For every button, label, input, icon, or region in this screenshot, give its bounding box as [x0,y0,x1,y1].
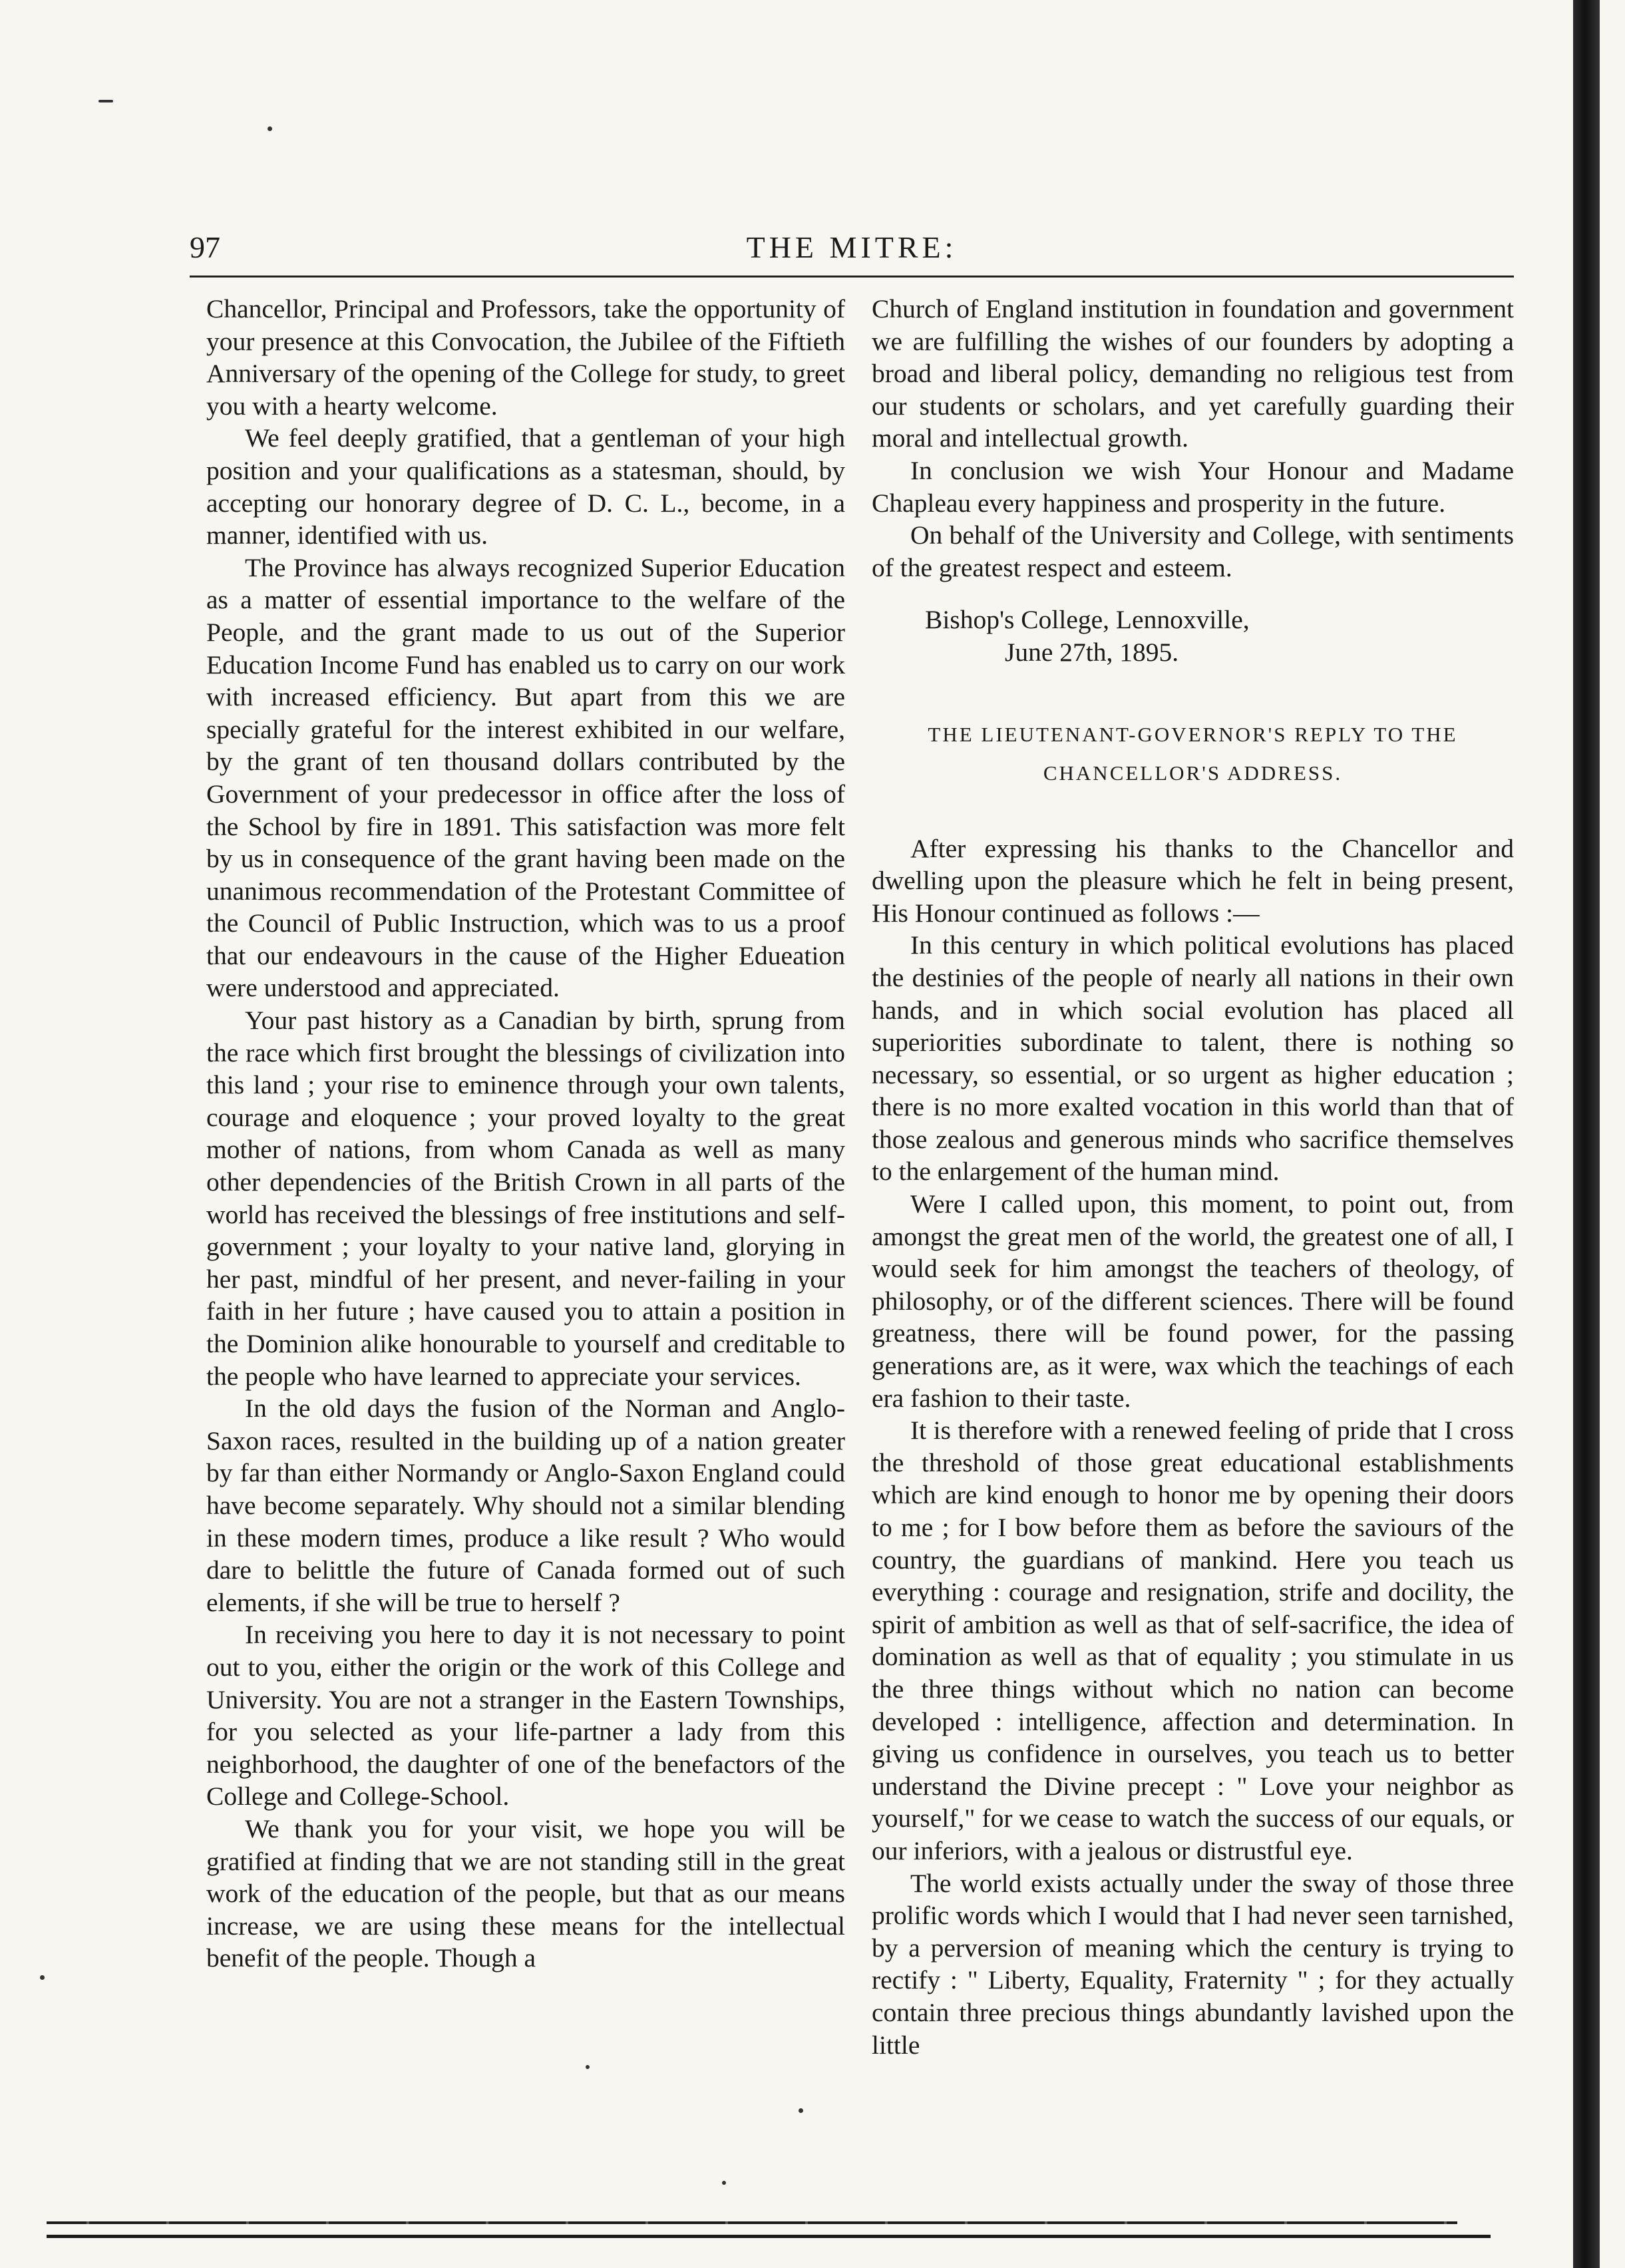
left-column [206,293,845,1975]
paragraph: In receiving you here to day it is not necessary to point out to you, either the origin or the work of this College and University. You are not a stranger in the Eastern Townships, for you selected as your life-partner a lady from this neighborhood, the daughter of one of the benefactors of the College and College-School. [206,1620,845,1811]
paragraph: After expressing his thanks to the Chancellor and dwelling upon the pleasure which he felt in being present, His Honour continued as follows :— [872,833,1514,928]
running-title: THE MITRE: [746,230,958,264]
section-heading [872,715,1514,793]
paragraph: Church of England institution in foundation and government we are fulfilling the wishes of our founders by adopting a broad and liberal policy, demanding no religious test from our students or scholars, and yet carefully guarding their moral and intellectual growth. [872,294,1514,453]
scan-speck [722,2181,726,2185]
paragraph: It is therefore with a renewed feeling of pride that I cross the threshold of those great educational establishments which are kind enough to honor me by opening their doors to me ; for I bow before them as before the saviours of the country, the guardians of mankind. Here you teach us everything : courage and resignation, strife and docility, the spirit of ambition as well as that of self-sacrifice, the idea of domination as well as that of equality ; you stimulate in us the three things without which no nation can become developed : intelligence, affection and determination. In giving us confidence in ourselves, you teach us to better understand the Divine precept : " Love your neighbor as yourself," for we cease to watch the success of our equals, or our inferiors, with a jealous or distrustful eye. [872,1416,1514,1865]
page-number: 97 [190,230,220,264]
scan-speck [799,2108,803,2113]
paragraph: Were I called upon, this moment, to point out, from amongst the great men of the world, the greatest one of all, I would seek for him amongst the teachers of theology, of philosophy, or of the different sciences. There will be found greatness, there will be found power, for the passing generations are, as it were, wax which the teachings of each era fashion to their taste. [872,1189,1514,1413]
paragraph: In this century in which political evolutions has placed the destinies of the people of nearly all nations in their own hands, and in which social evolution has placed all superiorities subordinate to talent, there is nothing so necessary, so essential, or so urgent as higher education ; there is no more exalted vocation in this world than that of those zealous and generous minds who sacrifice themselves to the enlargement of the human mind. [872,930,1514,1187]
signature-date: June 27th, 1895. [1005,637,1179,667]
paragraph: We feel deeply gratified, that a gentleman of your high position and your qualifications as a statesman, should, by accepting our honorary degree of D. C. L., become, in a manner, identified with us. [206,423,845,550]
scan-speck [268,126,272,131]
signature-block [872,604,1514,668]
signature-place: Bishop's College, Lennoxville, [925,605,1250,635]
paragraph: We thank you for your visit, we hope you will be gratified at finding that we are not standing still in the great work of the education of the people, but that as our means increase, we are using these means for the intellectual benefit of the people. Though a [206,1813,845,1973]
paragraph: The world exists actually under the sway of those three prolific words which I would that I had never seen tarnished, by a perversion of meaning which the century is trying to rectify : " Liberty, Equality, Fraternity " ; for they actually contain three precious things abundantly lavished upon the little [872,1868,1514,2060]
paragraph: In conclusion we wish Your Honour and Madame Chapleau every happiness and prosperity in the future. [872,455,1514,518]
paragraph: Your past history as a Canadian by birth, sprung from the race which first brought the blessings of civilization into this land ; your rise to eminence through your own talents, courage and eloquence ; your proved loyalty to the great mother of nations, from whom Canada as well as many other dependencies of the British Crown in all parts of the world has received the blessings of free institutions and self-government ; your loyalty to your native land, glorying in her past, mindful of her present, and never-failing in your faith in her future ; have caused you to attain a position in the Dominion alike honourable to yourself and creditable to the people who have learned to appreciate your services. [206,1006,845,1391]
section-heading-line: THE LIEUTENANT-GOVERNOR'S REPLY TO THE [928,722,1458,746]
header-rule [190,276,1514,278]
scan-speck [40,1975,45,1980]
footer-rule [47,2235,1491,2238]
section-heading-line: CHANCELLOR'S ADDRESS. [1043,761,1343,785]
paragraph: Chancellor, Principal and Professors, take the opportunity of your presence at this Convocation, the Jubilee of the Fiftieth Anniversary of the opening of the College for study, to greet you with a hearty welcome. [206,294,845,421]
paragraph: The Province has always recognized Superior Education as a matter of essential importance to the welfare of the People, and the grant made to us out of the Superior Education Income Fund has enabled us to carry on our work with increased efficiency. But apart from this we are specially grateful for the interest exhibited in our welfare, by the grant of ten thousand dollars contributed by the Government of your predecessor in office after the loss of the School by fire in 1891. This satisfaction was more felt by us in consequence of the grant having been made on the unanimous recommendation of the Protestant Committee of the Council of Public Instruction, which was to us a proof that our endeavours in the cause of the Higher Edueation were understood and appreciated. [206,552,845,1003]
scan-speck [98,100,113,102]
right-column [872,293,1514,2061]
paragraph: In the old days the fusion of the Norman and Anglo-Saxon races, resulted in the building up of a nation greater by far than either Normandy or Anglo-Saxon England could have become separately. Why should not a similar blending in these modern times, produce a like result ? Who would dare to belittle the future of Canada formed out of such elements, if she will be true to herself ? [206,1394,845,1617]
footer-rule [47,2221,1457,2224]
scan-edge-shadow [1573,0,1600,2268]
paragraph: On behalf of the University and College, with sentiments of the greatest respect and esteem. [872,520,1514,582]
page-header [190,228,1514,274]
scan-speck [586,2065,590,2069]
